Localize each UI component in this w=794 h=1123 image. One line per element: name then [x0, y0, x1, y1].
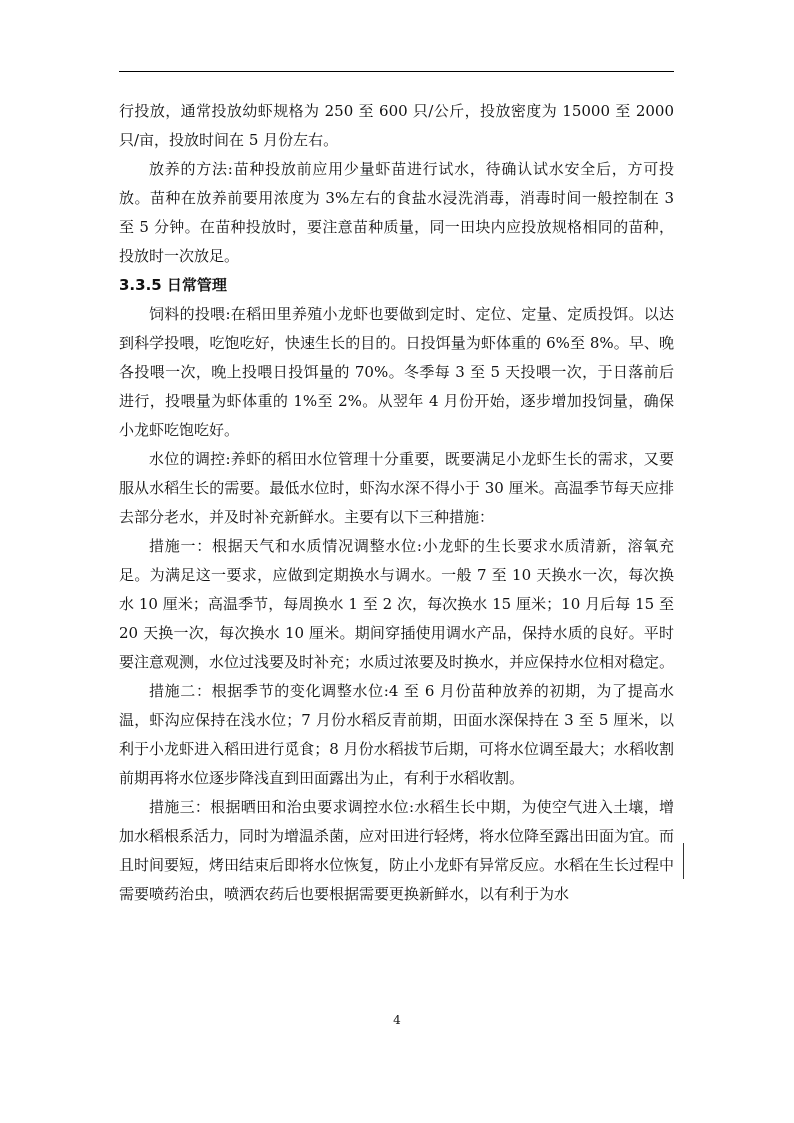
section-heading: 3.3.5 日常管理: [119, 276, 227, 294]
header-rule: [119, 71, 674, 72]
paragraph-measure-three: 措施三：根据晒田和治虫要求调控水位:水稻生长中期，为使空气进入土壤，增加水稻根系活力，同时为增温杀菌，应对田进行轻烤，将水位降至露出田面为宜。而且时间要短，烤田结束后即将水位恢复，防止小龙虾有异常反应。水稻在生长过程中需要喷药治虫，喷洒农药后也要根据需要更换新鲜水，以有利于为水: [119, 798, 675, 903]
text-cursor-bar: [683, 843, 684, 879]
paragraph-measure-two: 措施二：根据季节的变化调整水位:4 至 6 月份苗种放养的初期，为了提高水温，虾沟应保持在浅水位；7 月份水稻反青前期，田面水深保持在 3 至 5 厘米，以利于小龙虾进入稻田进行觅食；8 月份水稻拔节后期，可将水位调至最大；水稻收割前期再将水位逐步降浅直到田面露出为止，有利于水稻收割。: [119, 682, 674, 787]
paragraph-feeding: 饲料的投喂:在稻田里养殖小龙虾也要做到定时、定位、定量、定质投饵。以达到科学投喂，吃饱吃好，快速生长的目的。日投饵量为虾体重的 6%至 8%。早、晚各投喂一次，晚上投喂日投饵量的 70%。冬季每 3 至 5 天投喂一次，于日落前后进行，投喂量为虾体重的 1%至 2%。从翌年 4 月份开始，逐步增加投饲量，确保小龙虾吃饱吃好。: [119, 305, 674, 439]
paragraph-stocking-method: 放养的方法:苗种投放前应用少量虾苗进行试水，待确认试水安全后，方可投放。苗种在放养前要用浓度为 3%左右的食盐水浸洗消毒，消毒时间一般控制在 3 至 5 分钟。在苗种投放时，要注意苗种质量，同一田块内应投放规格相同的苗种，投放时一次放足。: [119, 160, 674, 265]
page-body: [119, 97, 674, 909]
page-number: 4: [393, 1013, 401, 1027]
paragraph-water-level: 水位的调控:养虾的稻田水位管理十分重要，既要满足小龙虾生长的需求，又要服从水稻生长的需要。最低水位时，虾沟水深不得小于 30 厘米。高温季节每天应排去部分老水，并及时补充新鲜水。主要有以下三种措施：: [119, 450, 674, 526]
paragraph-measure-one: 措施一：根据天气和水质情况调整水位:小龙虾的生长要求水质清新，溶氧充足。为满足这一要求，应做到定期换水与调水。一般 7 至 10 天换水一次，每次换水 10 厘米；高温季节，每周换水 1 至 2 次，每次换水 15 厘米；10 月后每 15 至 20 天换一次，每次换水 10 厘米。期间穿插使用调水产品，保持水质的良好。平时要注意观测，水位过浅要及时补充；水质过浓要及时换水，并应保持水位相对稳定。: [119, 537, 675, 671]
paragraph-stocking-spec: 行投放，通常投放幼虾规格为 250 至 600 只/公斤，投放密度为 15000 至 2000 只/亩，投放时间在 5 月份左右。: [119, 102, 674, 149]
